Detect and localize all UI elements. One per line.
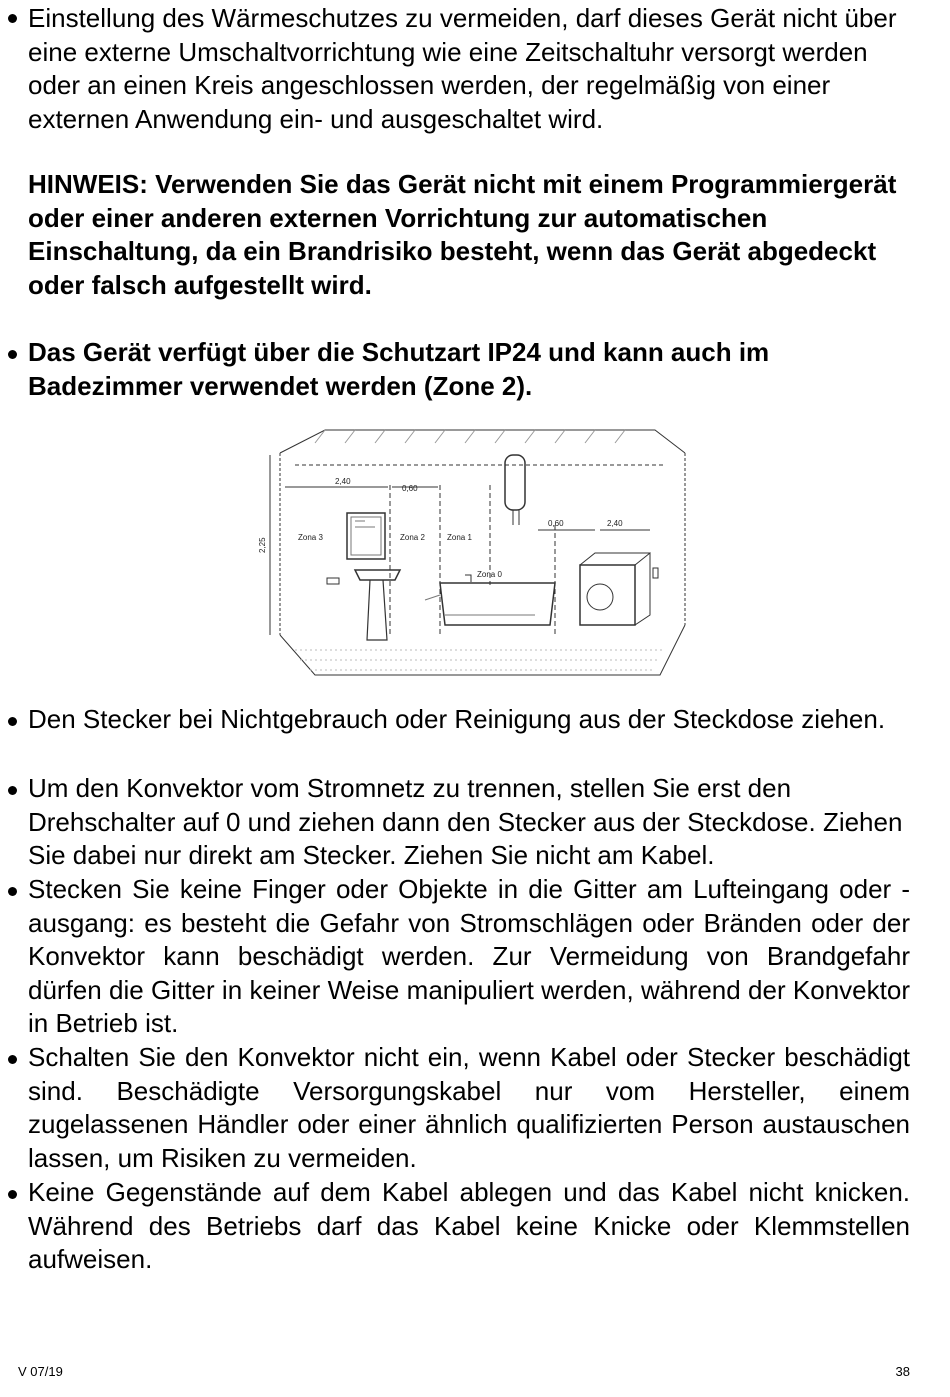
protection-text: Das Gerät verfügt über die Schutzart IP24 und kann auch im Badezimmer verwendet werden (Zone 2).: [28, 337, 770, 401]
bullet-marker: [6, 715, 20, 729]
footer-version: V 07/19: [18, 1364, 63, 1379]
bullet-marker: [6, 1053, 20, 1067]
bullet-marker: [6, 12, 20, 26]
dim-label-060-right: 0,60: [548, 519, 564, 528]
cable-kinks-text: Keine Gegenstände auf dem Kabel ablegen und das Kabel nicht knicken. Während des Betriebs darf das Kabel keine Knicke oder Klemmstellen aufweisen.: [28, 1177, 910, 1274]
grille-text: Stecken Sie keine Finger oder Objekte in die Gitter am Lufteingang oder -ausgang: es besteht die Gefahr von Stromschlägen oder Bränden oder der Konvektor kann beschädigt werden. Zur Vermeidung von Brandgefahr dürfen die Gitter in keiner Weise manipuliert werden, während der Konvektor in Betrieb ist.: [28, 874, 910, 1038]
note-text: HINWEIS: Verwenden Sie das Gerät nicht mit einem Programmiergerät oder einer anderen externen Vorrichtung zur automatischen Einschaltung, da ein Brandrisiko besteht, wenn das Gerät abgedeckt oder falsch aufgestellt wird.: [28, 169, 897, 300]
damaged-cable-text: Schalten Sie den Konvektor nicht ein, wenn Kabel oder Stecker beschädigt sind. Beschädigte Versorgungskabel nur vom Hersteller, einem zugelassenen Händler oder einer ähnlich qualifizierten Person austauschen lassen, um Risiken zu vermeiden.: [28, 1042, 910, 1173]
dim-label-225: 2,25: [258, 537, 267, 553]
zone-1-label: Zona 1: [447, 533, 472, 542]
bullet-marker: [6, 784, 20, 798]
bathroom-zones-diagram: [255, 425, 690, 687]
zone-0-label: Zona 0: [477, 570, 502, 579]
dim-label-240-right: 2,40: [607, 519, 623, 528]
dim-label-240-left: 2,40: [335, 477, 351, 486]
zone-2-label: Zona 2: [400, 533, 425, 542]
footer-page-number: 38: [895, 1364, 910, 1379]
unplug-text: Den Stecker bei Nichtgebrauch oder Reinigung aus der Steckdose ziehen.: [28, 704, 886, 734]
timer-warning-text: Einstellung des Wärmeschutzes zu vermeiden, darf dieses Gerät nicht über eine externe Umschaltvorrichtung wie eine Zeitschaltuhr versorgt werden oder an einen Kreis angeschlossen werden, der regelmäßig von einer externen Anwendung ein- und ausgeschaltet wird.: [28, 3, 897, 134]
bullet-marker: [6, 1188, 20, 1202]
disconnect-text: Um den Konvektor vom Stromnetz zu trennen, stellen Sie erst den Drehschalter auf 0 und ziehen dann den Stecker aus der Steckdose. Ziehen Sie dabei nur direkt am Stecker. Ziehen Sie nicht am Kabel.: [28, 773, 903, 870]
bullet-marker: [6, 348, 20, 362]
dim-label-060-left: 0,60: [402, 484, 418, 493]
zone-3-label: Zona 3: [298, 533, 323, 542]
bullet-marker: [6, 885, 20, 899]
